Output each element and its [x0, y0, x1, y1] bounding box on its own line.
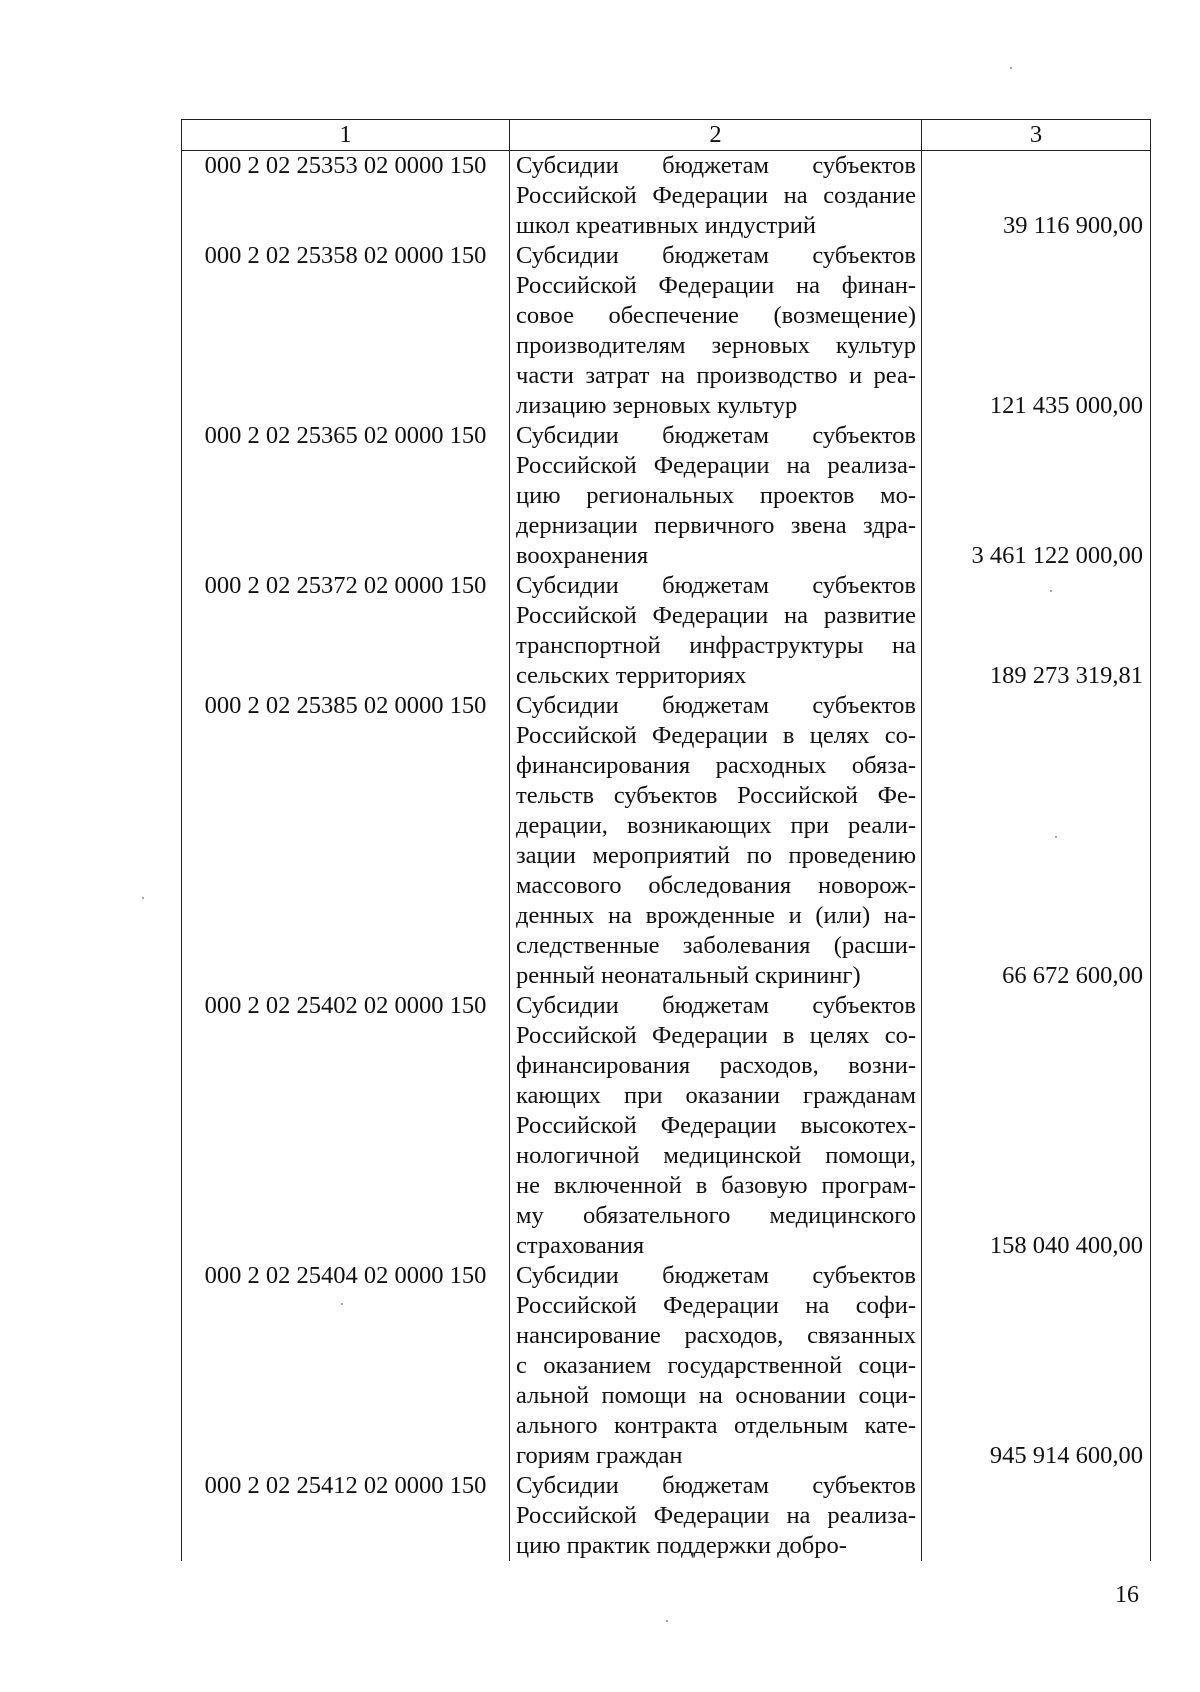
- description-line: Российской Федерации на софи-: [516, 1292, 916, 1319]
- row-code: 000 2 02 25412 02 0000 150: [182, 1471, 510, 1561]
- scan-speck: [142, 897, 144, 899]
- description-line: му обязательного медицинского: [516, 1202, 916, 1229]
- row-code: 000 2 02 25402 02 0000 150: [182, 991, 510, 1261]
- scan-speck: [666, 1620, 668, 1622]
- scan-speck: [1010, 67, 1012, 69]
- description-line: Российской Федерации в целях со-: [516, 1022, 916, 1049]
- table-row: [182, 151, 1151, 242]
- description-line: не включенной в базовую програм-: [516, 1172, 916, 1199]
- description-line: части затрат на производство и реа-: [516, 362, 916, 389]
- description-line: Российской Федерации на финан-: [516, 272, 916, 299]
- description-line: массового обследования новорож-: [516, 872, 916, 899]
- table-body: [182, 151, 1151, 1562]
- description-line: лизацию зерновых культур: [516, 392, 798, 419]
- table-row: [182, 571, 1151, 691]
- description-line: совое обеспечение (возмещение): [516, 302, 916, 329]
- table-row: [182, 1261, 1151, 1471]
- description-line: страхования: [516, 1232, 645, 1259]
- description-line: дернизации первичного звена здра-: [516, 512, 916, 539]
- scan-speck: [1055, 836, 1057, 838]
- row-description: [510, 241, 922, 421]
- description-line: Российской Федерации на создание: [516, 182, 916, 209]
- description-line: Российской Федерации в целях со-: [516, 722, 916, 749]
- description-line: нансирование расходов, связанных: [516, 1322, 916, 1349]
- row-code: 000 2 02 25358 02 0000 150: [182, 241, 510, 421]
- row-code: 000 2 02 25372 02 0000 150: [182, 571, 510, 691]
- column-header: 1: [182, 120, 510, 151]
- description-line: денных на врожденные и (или) на-: [516, 902, 916, 929]
- description-line: сельских территориях: [516, 662, 747, 689]
- description-line: Субсидии бюджетам субъектов: [516, 422, 916, 449]
- description-line: Российской Федерации на реализа-: [516, 1502, 916, 1529]
- description-line: дерации, возникающих при реали-: [516, 812, 916, 839]
- description-line: Российской Федерации высокотех-: [516, 1112, 916, 1139]
- description-line: Субсидии бюджетам субъектов: [516, 572, 916, 599]
- scan-speck: [341, 1303, 343, 1305]
- row-code: 000 2 02 25365 02 0000 150: [182, 421, 510, 571]
- description-line: зации мероприятий по проведению: [516, 842, 916, 869]
- row-description: [510, 991, 922, 1261]
- description-line: Российской Федерации на развитие: [516, 602, 916, 629]
- description-line: цию практик поддержки добро-: [516, 1532, 847, 1559]
- description-line: школ креативных индустрий: [516, 212, 816, 239]
- row-amount: [922, 1471, 1151, 1561]
- row-amount: 945 914 600,00: [922, 1261, 1151, 1471]
- row-amount: 39 116 900,00: [922, 151, 1151, 242]
- table-row: [182, 991, 1151, 1261]
- description-line: гориям граждан: [516, 1442, 683, 1469]
- description-line: Субсидии бюджетам субъектов: [516, 992, 916, 1019]
- description-line: цию региональных проектов мо-: [516, 482, 916, 509]
- row-code: 000 2 02 25385 02 0000 150: [182, 691, 510, 991]
- description-line: Субсидии бюджетам субъектов: [516, 242, 916, 269]
- row-description: [510, 151, 922, 242]
- column-header: 3: [922, 120, 1151, 151]
- description-line: следственные заболевания (расши-: [516, 932, 916, 959]
- row-amount: 66 672 600,00: [922, 691, 1151, 991]
- description-line: Субсидии бюджетам субъектов: [516, 1472, 916, 1499]
- description-line: воохранения: [516, 542, 649, 569]
- scan-speck: [1050, 590, 1052, 592]
- table-row: [182, 241, 1151, 421]
- description-line: финансирования расходов, возни-: [516, 1052, 916, 1079]
- description-line: тельств субъектов Российской Фе-: [516, 782, 916, 809]
- description-line: альной помощи на основании соци-: [516, 1382, 916, 1409]
- description-line: производителям зерновых культур: [516, 332, 916, 359]
- column-header: 2: [510, 120, 922, 151]
- description-line: кающих при оказании гражданам: [516, 1082, 916, 1109]
- table-row: [182, 421, 1151, 571]
- row-code: 000 2 02 25404 02 0000 150: [182, 1261, 510, 1471]
- description-line: ального контракта отдельным кате-: [516, 1412, 916, 1439]
- row-description: [510, 571, 922, 691]
- row-code: 000 2 02 25353 02 0000 150: [182, 151, 510, 242]
- description-line: ренный неонатальный скрининг): [516, 962, 861, 989]
- description-line: Субсидии бюджетам субъектов: [516, 692, 916, 719]
- row-description: [510, 691, 922, 991]
- row-amount: 158 040 400,00: [922, 991, 1151, 1261]
- row-amount: 121 435 000,00: [922, 241, 1151, 421]
- description-line: с оказанием государственной соци-: [516, 1352, 916, 1379]
- row-amount: 3 461 122 000,00: [922, 421, 1151, 571]
- row-amount: 189 273 319,81: [922, 571, 1151, 691]
- description-line: Российской Федерации на реализа-: [516, 452, 916, 479]
- description-line: нологичной медицинской помощи,: [516, 1142, 916, 1169]
- table-row: [182, 691, 1151, 991]
- budget-table: [181, 119, 1151, 1561]
- page-number: 16: [1115, 1582, 1139, 1608]
- description-line: Субсидии бюджетам субъектов: [516, 1262, 916, 1289]
- table-row: [182, 1471, 1151, 1561]
- row-description: [510, 421, 922, 571]
- header-row: [182, 120, 1151, 151]
- description-line: транспортной инфраструктуры на: [516, 632, 916, 659]
- description-line: финансирования расходных обяза-: [516, 752, 916, 779]
- description-line: Субсидии бюджетам субъектов: [516, 152, 916, 179]
- row-description: [510, 1471, 922, 1561]
- row-description: [510, 1261, 922, 1471]
